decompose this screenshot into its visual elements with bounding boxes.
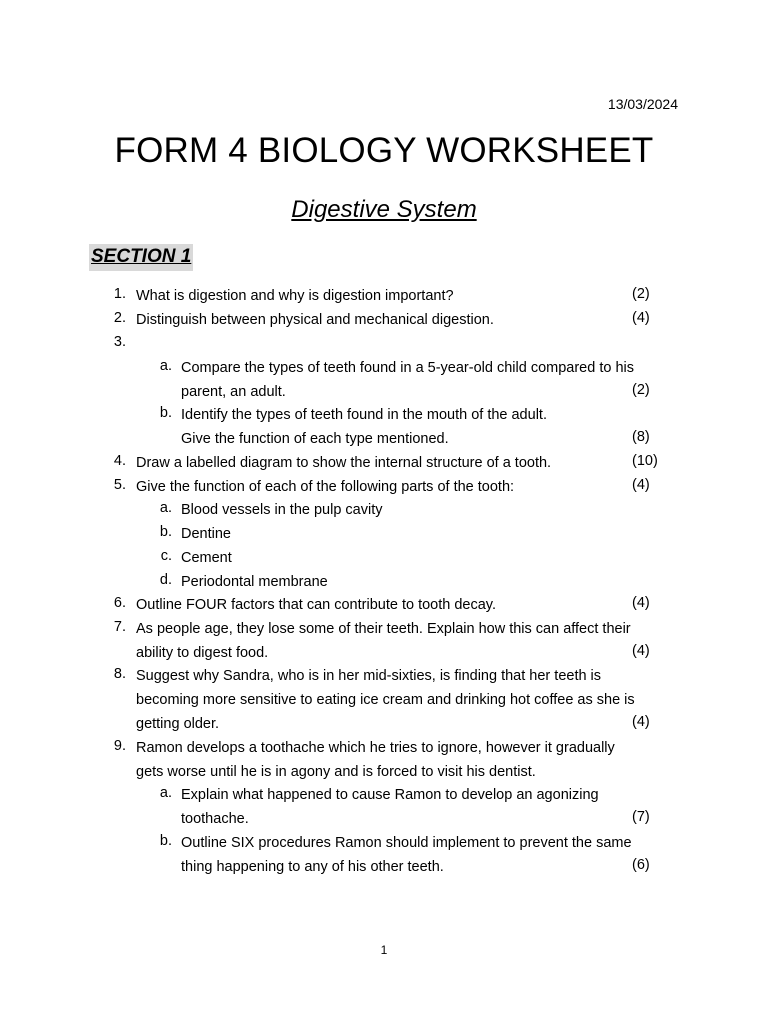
question-number: 6.: [113, 595, 126, 611]
subquestion-text: Blood vessels in the pulp cavity: [181, 502, 383, 518]
subquestion-label: a.: [159, 358, 172, 374]
question-marks: (4): [632, 477, 650, 493]
question-text: Outline FOUR factors that can contribute to tooth decay.: [136, 597, 496, 613]
subquestion-text: thing happening to any of his other teeth.: [181, 859, 444, 875]
question-text: getting older.: [136, 716, 220, 732]
question-number: 3.: [113, 334, 126, 350]
subquestion-text: Explain what happened to cause Ramon to develop an agonizing: [181, 787, 599, 803]
question-number: 2.: [113, 310, 126, 326]
section-heading: SECTION 1: [89, 244, 193, 271]
subquestion-text: Identify the types of teeth found in the mouth of the adult.: [181, 407, 547, 423]
question-number: 9.: [113, 738, 126, 754]
page-subtitle: Digestive System: [291, 196, 477, 223]
question-marks: (4): [632, 310, 650, 326]
page-title: FORM 4 BIOLOGY WORKSHEET: [114, 131, 654, 170]
subquestion-label: d.: [159, 572, 172, 588]
question-text: As people age, they lose some of their teeth. Explain how this can affect their: [136, 621, 631, 637]
subquestion-text: Outline SIX procedures Ramon should implement to prevent the same: [181, 835, 632, 851]
date: 13/03/2024: [607, 96, 678, 112]
subquestion-text: parent, an adult.: [181, 384, 286, 400]
question-text: Suggest why Sandra, who is in her mid-sixties, is finding that her teeth is: [136, 668, 602, 684]
question-number: 7.: [113, 619, 126, 635]
question-text: gets worse until he is in agony and is forced to visit his dentist.: [136, 764, 536, 780]
subquestion-label: b.: [159, 524, 172, 540]
question-marks: (7): [632, 809, 650, 825]
subquestion-label: b.: [159, 833, 172, 849]
question-text: becoming more sensitive to eating ice cream and drinking hot coffee as she is: [136, 692, 635, 708]
subquestion-text: Give the function of each type mentioned.: [181, 431, 449, 447]
subquestion-label: a.: [159, 500, 172, 516]
question-text: What is digestion and why is digestion important?: [136, 288, 454, 304]
subquestion-text: Compare the types of teeth found in a 5-year-old child compared to his: [181, 360, 634, 376]
subquestion-text: Periodontal membrane: [181, 574, 328, 590]
question-number: 1.: [113, 286, 126, 302]
page-number: 1: [380, 943, 388, 957]
question-number: 8.: [113, 666, 126, 682]
question-text: ability to digest food.: [136, 645, 269, 661]
subquestion-label: a.: [159, 785, 172, 801]
question-text: Give the function of each of the following parts of the tooth:: [136, 479, 515, 495]
question-text: Draw a labelled diagram to show the internal structure of a tooth.: [136, 455, 552, 471]
question-marks: (4): [632, 643, 650, 659]
question-marks: (4): [632, 595, 650, 611]
question-number: 5.: [113, 477, 126, 493]
subquestion-label: c.: [160, 548, 172, 564]
subquestion-text: toothache.: [181, 811, 249, 827]
question-marks: (2): [632, 382, 650, 398]
question-marks: (10): [632, 453, 658, 469]
question-text: Distinguish between physical and mechanical digestion.: [136, 312, 494, 328]
question-marks: (6): [632, 857, 650, 873]
question-number: 4.: [113, 453, 126, 469]
question-marks: (2): [632, 286, 650, 302]
question-text: Ramon develops a toothache which he tries to ignore, however it gradually: [136, 740, 615, 756]
question-marks: (8): [632, 429, 650, 445]
subquestion-text: Dentine: [181, 526, 231, 542]
subquestion-label: b.: [159, 405, 172, 421]
subquestion-text: Cement: [181, 550, 232, 566]
question-marks: (4): [632, 714, 650, 730]
